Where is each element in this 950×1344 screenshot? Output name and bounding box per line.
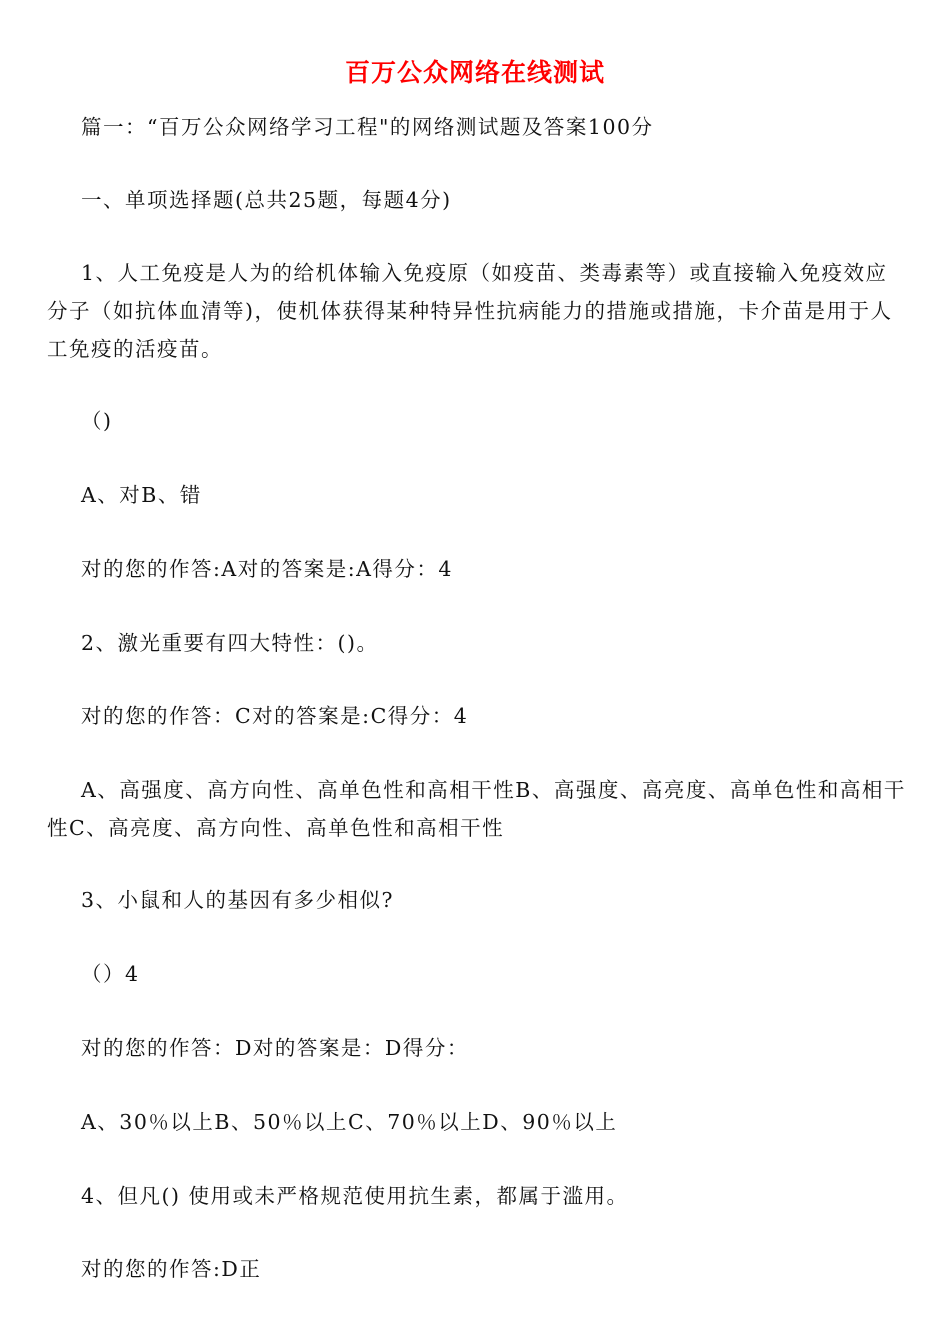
question-4-answer: 对的您的作答:D正 [81, 1257, 262, 1281]
question-2-options: A、高强度、高方向性、高单色性和高相干性B、高强度、高亮度、高单色性和高相干性C、高亮度、高方向性、高单色性和高相干性 [47, 778, 906, 840]
section-heading: 篇一：“百万公众网络学习工程"的网络测试题及答案100分 [81, 115, 654, 139]
question-1-text: 1、人工免疫是人为的给机体输入免疫原（如疫苗、类毒素等）或直接输入免疫效应分子（如抗体血清等)，使机体获得某种特异性抗病能力的措施或措施，卡介苗是用于人工免疫的活疫苗。 [47, 261, 893, 361]
document-title: 百万公众网络在线测试 [344, 58, 605, 87]
question-1-options: A、对B、错 [81, 483, 202, 507]
question-3-blank: （）4 [81, 962, 140, 986]
question-3-options: A、30％以上B、50％以上C、70％以上D、90％以上 [81, 1110, 618, 1134]
question-1-answer: 对的您的作答:A对的答案是:A得分：4 [81, 557, 453, 581]
question-3-text: 3、小鼠和人的基因有多少相似? [81, 888, 395, 912]
question-2-answer: 对的您的作答：C对的答案是:C得分：4 [81, 704, 469, 728]
question-3-answer: 对的您的作答：D对的答案是：D得分： [81, 1036, 469, 1060]
question-2-text: 2、激光重要有四大特性：()。 [81, 631, 379, 655]
question-type-heading: 一、单项选择题(总共25题，每题4分) [81, 188, 452, 212]
question-1-blank: （) [81, 409, 113, 433]
question-4-text: 4、但凡() 使用或未严格规范使用抗生素，都属于滥用。 [81, 1184, 629, 1208]
